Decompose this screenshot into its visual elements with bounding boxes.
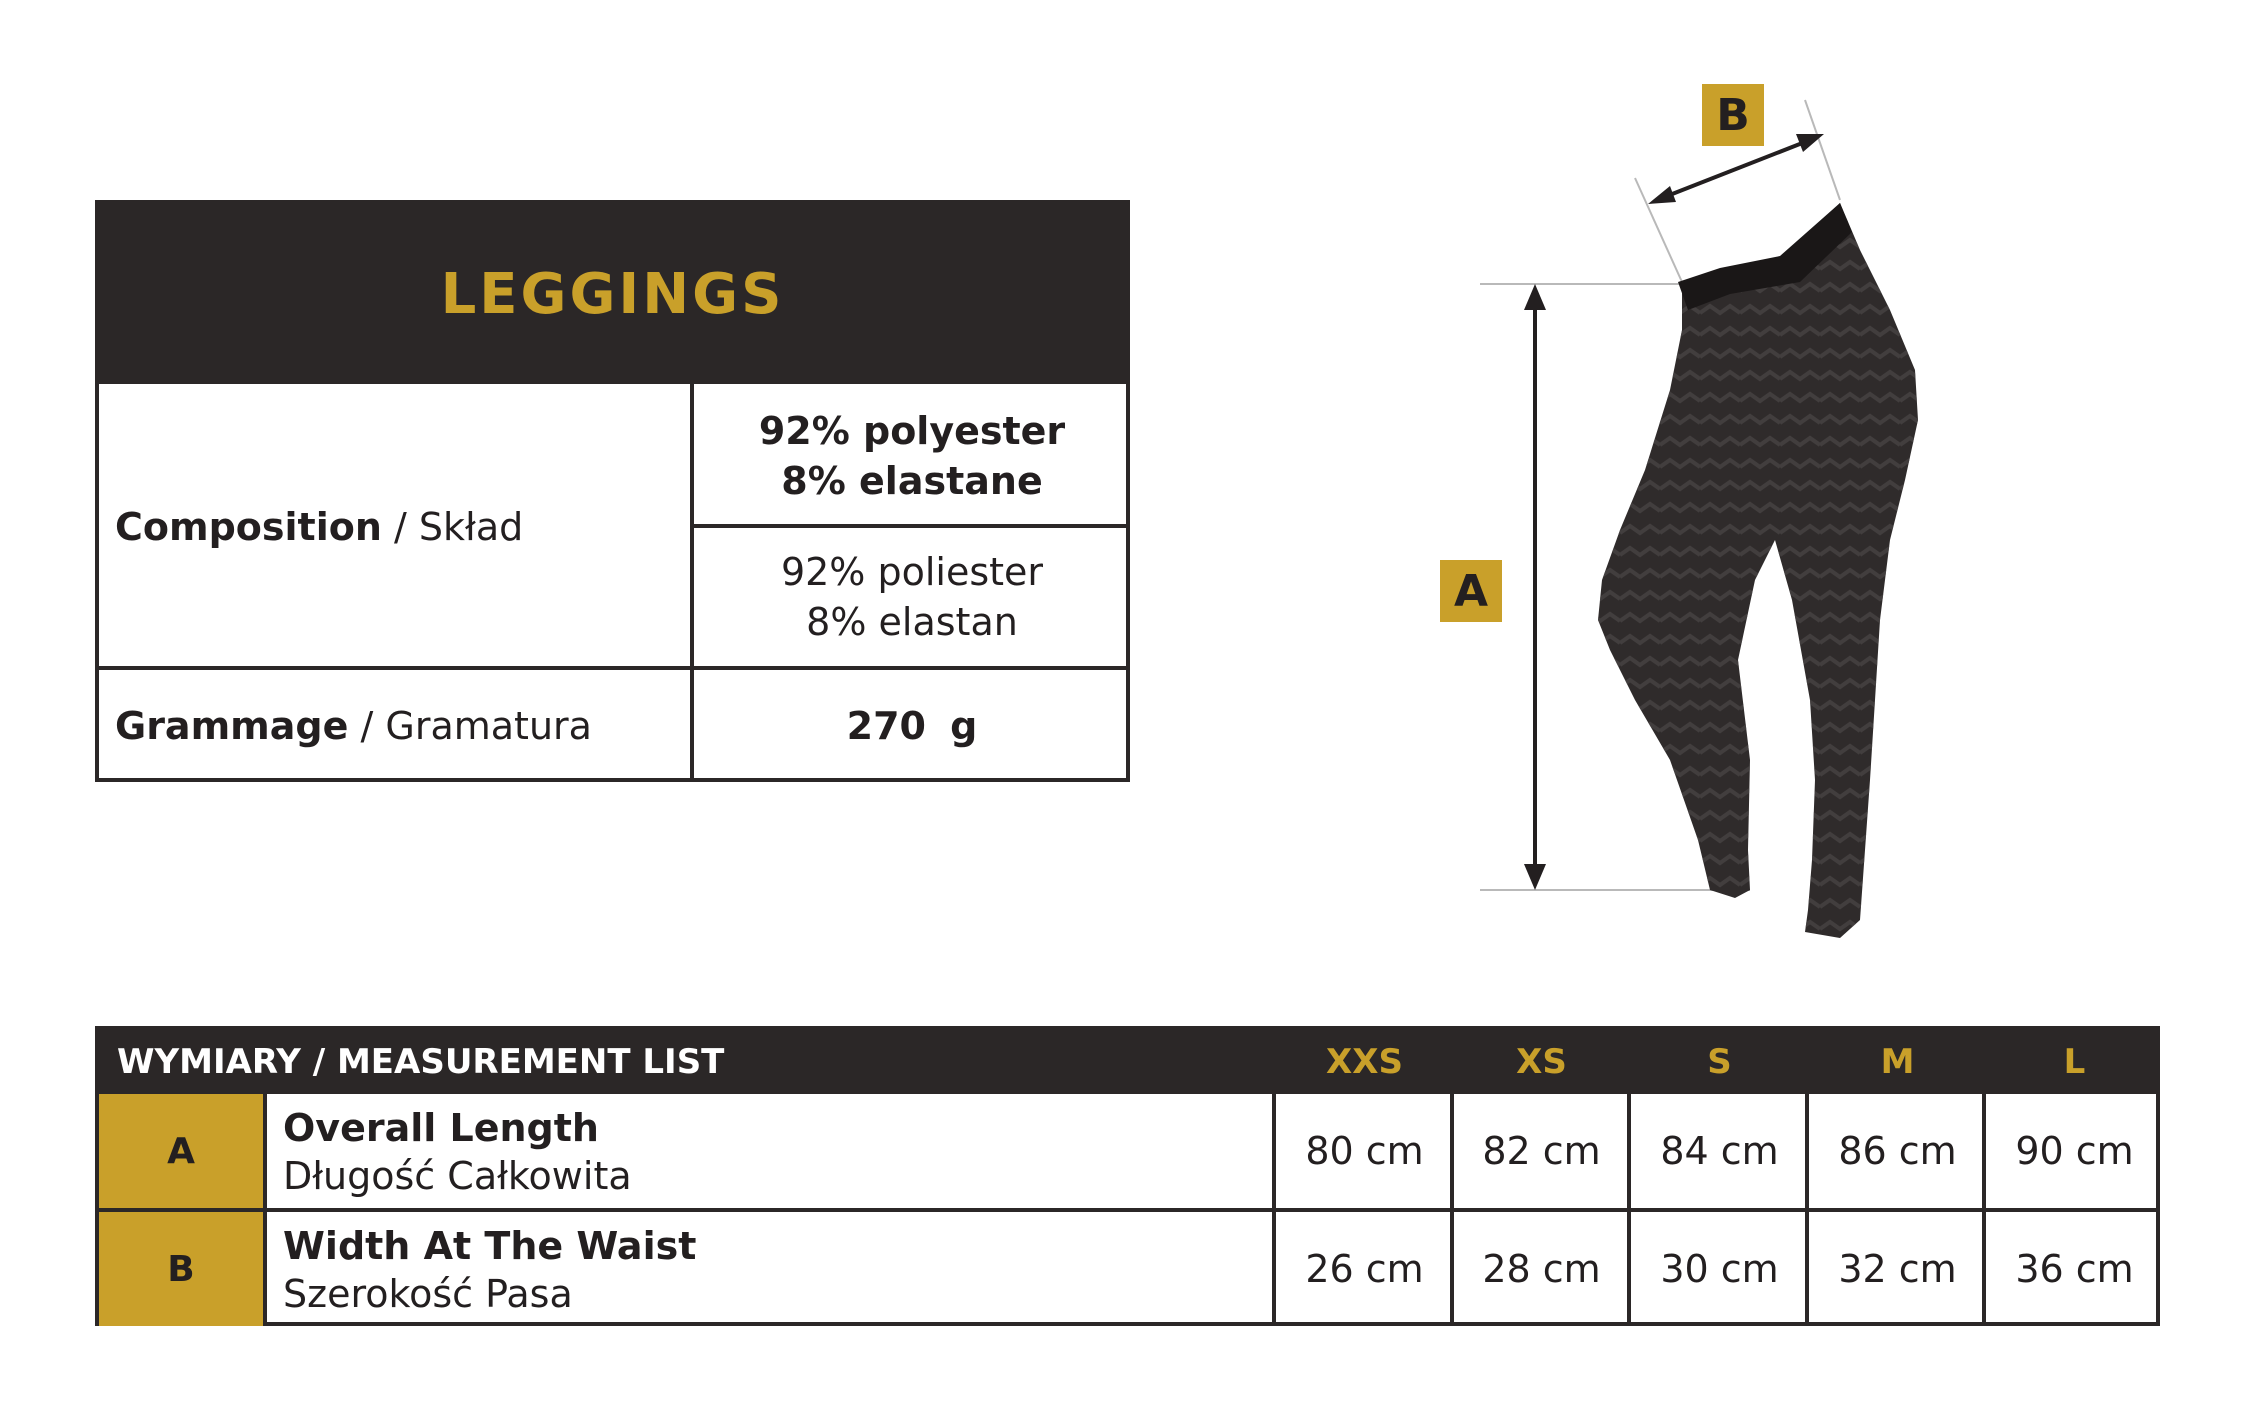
leggings-silhouette xyxy=(1598,203,1918,938)
dimension-b-arrow-left xyxy=(1648,186,1676,204)
table-row xyxy=(99,1094,2156,1208)
measurement-title: WYMIARY / MEASUREMENT LIST xyxy=(117,1042,725,1082)
row-value: 90 cm xyxy=(2015,1129,2134,1173)
row-value: 26 cm xyxy=(1305,1247,1424,1291)
dimension-a-letter: A xyxy=(1453,566,1489,617)
row-value: 84 cm xyxy=(1660,1129,1779,1173)
size-header-xs: XS xyxy=(1516,1042,1567,1082)
spec-table xyxy=(95,200,1130,782)
size-header-s: S xyxy=(1707,1042,1732,1082)
row-letter: B xyxy=(99,1212,263,1326)
grammage-value: 270 g xyxy=(846,704,978,748)
row-description: Width At The Waist Szerokość Pasa xyxy=(283,1224,697,1316)
row-value: 80 cm xyxy=(1305,1129,1424,1173)
row-value: 86 cm xyxy=(1838,1129,1957,1173)
composition-value-en: 92% polyester 8% elastane xyxy=(758,409,1066,503)
dimension-a-arrow-bottom xyxy=(1524,864,1546,890)
row-value: 28 cm xyxy=(1482,1247,1601,1291)
grammage-label: Grammage / Gramatura xyxy=(115,704,592,748)
leggings-figure xyxy=(1420,60,2040,960)
product-title: LEGGINGS xyxy=(440,261,785,327)
table-row xyxy=(99,1212,2156,1326)
row-value: 82 cm xyxy=(1482,1129,1601,1173)
dimension-a-arrow-top xyxy=(1524,284,1546,310)
measurement-header xyxy=(99,1030,2156,1094)
dimension-b-guide-right xyxy=(1805,100,1840,200)
row-value: 30 cm xyxy=(1660,1247,1779,1291)
row-value: 36 cm xyxy=(2015,1247,2134,1291)
size-header-xxs: XXS xyxy=(1326,1042,1403,1082)
dimension-b-line xyxy=(1662,140,1810,198)
row-value: 32 cm xyxy=(1838,1247,1957,1291)
row-description: Overall Length Długość Całkowita xyxy=(283,1106,632,1198)
measurement-table xyxy=(95,1026,2160,1326)
row-letter: A xyxy=(99,1094,263,1208)
size-header-l: L xyxy=(2063,1042,2086,1082)
spec-header xyxy=(99,204,1126,384)
dimension-b-letter: B xyxy=(1716,90,1750,141)
composition-label: Composition / Skład xyxy=(115,505,524,549)
composition-value-pl: 92% poliester 8% elastan xyxy=(780,550,1044,644)
size-header-m: M xyxy=(1880,1042,1915,1082)
